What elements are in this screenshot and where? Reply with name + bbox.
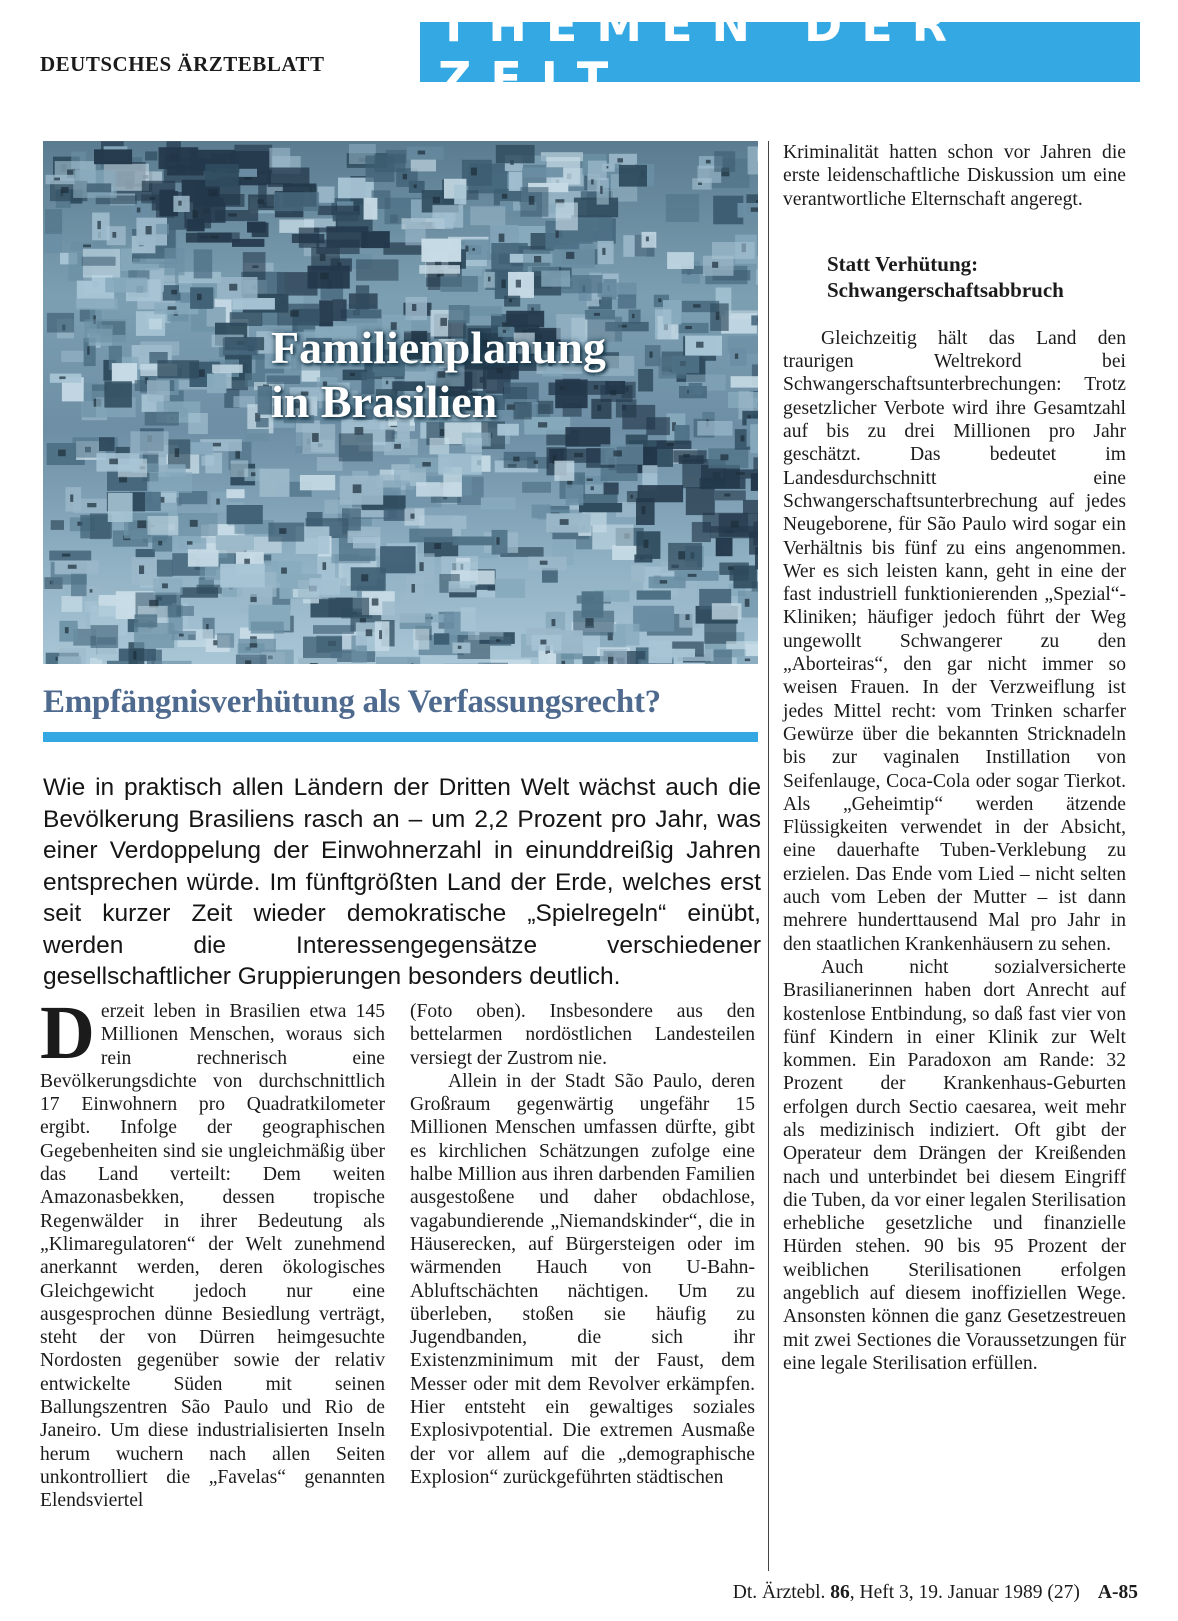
page-number: A-85 [1097,1582,1138,1603]
paragraph: Gleichzeitig hält das Land den traurigen Weltrekord bei Schwangerschaftsunterbrechungen: Trotz gesetzlicher Verbote wird ihre Gesamtzahl auf bis zu drei Millionen pro Jahr geschätzt. Das bedeutet im Landesdurchschnitt eine Schwangerschaftsunterbrechung auf jedes Neugeborene, für São Paulo wird sogar ein Verhältnis bis fünf zu eins angenommen. Wer es sich leisten kann, geht in eine der fast industriell funktionierenden „Spezial“-Kliniken; häufiger jedoch führt der Weg ungewollt Schwangerer zu den „Aborteiras“, den gar nicht immer so weisen Frauen. In der Verzweiflung ist jedes Mittel recht: vom Trinken scharfer Gewürze über die bekannten Stricknadeln bis zur vaginalen Instillation von Seifenlauge, Coca-Cola oder sogar Tierkot. Als „Geheimtip“ werden ätzende Flüssigkeiten verwendet in der Absicht, eine dauerhafte Tuben-Verklebung zu erzielen. Das Ende vom Lied – nicht selten auch vom Leben der Mutter – ist dann mehrere hunderttausend Mal pro Jahr in den staatlichen Krankenhäusern zu sehen. [783,327,1126,955]
column-divider [768,141,769,1571]
section-heading-line-2: Schwangerschaftsabbruch [827,277,1064,302]
paragraph: Auch nicht sozialversicherte Brasilianerinnen haben dort Anrecht auf kostenlose Entbindung, so daß fast vier von fünf Kindern in einer Klinik zur Welt kommen. Ein Paradoxon am Rande: 32 Prozent der Krankenhaus-Geburten erfolgen durch Sectio caesarea, weit mehr als medizinisch indiziert. Oft gibt der Operateur dem Drängen der Kreißenden nach und unterbindet bei diesem Eingriff die Tuben, da vor einer legalen Sterilisation erhebliche gesetzliche und finanzielle Hürden stehen. 90 bis 95 Prozent der weiblichen Sterilisationen erfolgen angeblich auf diesem inoffiziellen Wege. Ansonsten können die ganz Gesetzestreuen mit zwei Sectiones die Voraussetzungen für eine legale Sterilisation erfüllen. [783,956,1126,1374]
section-heading [827,251,1126,303]
journal-masthead: DEUTSCHES ÄRZTEBLATT [40,52,325,76]
paragraph: erzeit leben in Brasilien etwa 145 Millionen Menschen, woraus sich rein rechnerisch eine Bevölkerungsdichte von durchschnittlich 17 Einwohnern pro Quadratkilometer ergibt. Infolge der geographischen Gegebenheiten sind sie ungleichmäßig über das Land verteilt: Dem weiten Amazonasbekken, dessen tropische Regenwälder in ihrer Bedeutung als „Klimaregulatoren“ der Welt zunehmend anerkannt werden, deren ökologisches Gleichgewicht jedoch nur eine ausgesprochen dünne Besiedlung verträgt, steht der von Dürren heimgesuchte Nordosten gegenüber sowie der relativ entwickelte Süden mit seinen Ballungszentren São Paulo und Rio de Janeiro. Um diese industrialisierten Inseln herum wuchern nach allen Seiten unkontrolliert die „Favelas“ genannten Elendsviertel [40,1001,385,1512]
paragraph: Kriminalität hatten schon vor Jahren die erste leidenschaftliche Diskussion um eine verantwortliche Elternschaft angeregt. [783,142,1126,210]
article-title-line-2: in Brasilien [271,376,498,427]
article-title [271,321,606,429]
lead-paragraph: Wie in praktisch allen Ländern der Dritten Welt wächst auch die Bevölkerung Brasiliens rasch an – um 2,2 Prozent pro Jahr, was einer Verdoppelung der Einwohnerzahl in einunddreißig Jahren entsprechen würde. Im fünftgrößten Land der Erde, welches erst seit kurzer Zeit wieder demokratische „Spielregeln“ einübt, werden die Interessengegensätze verschiedener gesellschaftlicher Gruppierungen besonders deutlich. [43,774,761,990]
article-subtitle: Empfängnisverhütung als Verfassungsrecht? [43,684,661,720]
body-column-2 [410,1000,755,1489]
footer-citation-prefix: Dt. Ärztebl. [732,1582,831,1603]
paragraph: Allein in der Stadt São Paulo, deren Großraum gegenwärtig ungefähr 15 Millionen Menschen umfassen dürfte, gibt es kirchlichen Schätzungen zufolge eine halbe Million aus ihren darbenden Familien ausgestoßene und daher obdachlose, vagabundierende „Niemandskinder“, die in Häuserecken, auf Bürgersteigen oder im wärmenden Hauch von U-Bahn-Abluftschächten nächtigen. Um zu überleben, stoßen sie häufig zu Jugendbanden, die sich ihr Existenzminimum mit der Faust, dem Messer oder mit dem Revolver erkämpfen. Hier entsteht ein gewaltiges soziales Explosivpotential. Die extremen Ausmaße der vor allem auf die „demographische Explosion“ zurückgeführten städtischen [410,1070,755,1488]
drop-cap: D [40,991,95,1075]
body-column-3 [783,141,1126,1375]
footer-volume: 86 [830,1582,850,1603]
page-footer [733,1582,1138,1604]
body-column-1 [40,991,385,1513]
paragraph: (Foto oben). Insbesondere aus den bettelarmen nordöstlichen Landesteilen versiegt der Zustrom nie. [410,1001,755,1069]
section-heading-line-1: Statt Verhütung: [827,251,979,276]
section-banner: THEMEN DER ZEIT [420,22,1140,82]
favela-photo [43,141,758,664]
footer-citation-suffix: , Heft 3, 19. Januar 1989 (27) [849,1582,1080,1603]
subtitle-rule [43,732,758,742]
article-title-line-1: Familienplanung [271,322,606,373]
